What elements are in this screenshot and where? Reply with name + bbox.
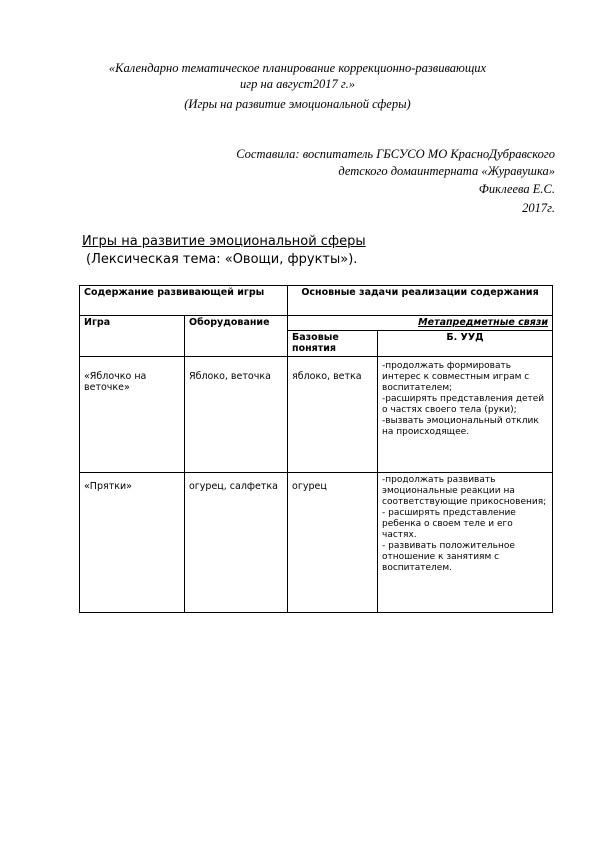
header-tasks: Основные задачи реализации содержания [288, 286, 553, 316]
task-item: - развивать положительное отношение к занятиям с воспитателем. [382, 540, 515, 573]
row-basic: огурец [288, 472, 378, 612]
table-row [80, 472, 553, 612]
header-game: Игра [80, 316, 185, 357]
section-title: Игры на развитие эмоциональной сферы [82, 234, 366, 249]
author-line2: детского домаинтерната «Журавушка» [338, 164, 555, 178]
row-game: «Яблочко на веточке» [80, 356, 185, 472]
task-item: -вызвать эмоциональный отклик на происходящее. [382, 415, 539, 437]
header-equipment: Оборудование [185, 316, 288, 357]
row-equipment: огурец, салфетка [185, 472, 288, 612]
plan-title-line3: (Игры на развитие эмоциональной сферы) [184, 97, 411, 111]
header-basic: Базовые понятия [288, 330, 378, 356]
header-uud: Б. УУД [378, 330, 553, 356]
section-subtitle: (Лексическая тема: «Овощи, фрукты»). [86, 252, 358, 267]
row-equipment: Яблоко, веточка [185, 356, 288, 472]
author-year: 2017г. [522, 201, 555, 215]
row-basic: яблоко, ветка [288, 356, 378, 472]
author-name: Фиклеева Е.С. [478, 182, 555, 196]
row-game: «Прятки» [80, 472, 185, 612]
row-tasks [378, 356, 553, 472]
plan-title-line2: игр на август2017 г.» [240, 77, 355, 91]
header-content: Содержание развивающей игры [80, 286, 288, 316]
task-item: -продолжать развивать эмоциональные реакции на соответствующие прикосновения; [382, 474, 547, 507]
task-item: - расширять представление ребенка о своем теле и его частях. [382, 507, 516, 540]
table-row [80, 356, 553, 472]
row-tasks [378, 472, 553, 612]
task-item: -продолжать формировать интерес к совместным играм с воспитателем; [382, 360, 530, 393]
plan-title-line1: «Календарно тематическое планирование коррекционно-развивающих [108, 61, 487, 75]
games-table [79, 285, 553, 613]
header-meta: Метапредметные связи [288, 316, 553, 331]
task-item: -расширять представления детей о частях своего тела (руки); [382, 393, 545, 415]
author-line1: Составила: воспитатель ГБСУСО МО КрасноДубравского [236, 147, 555, 161]
